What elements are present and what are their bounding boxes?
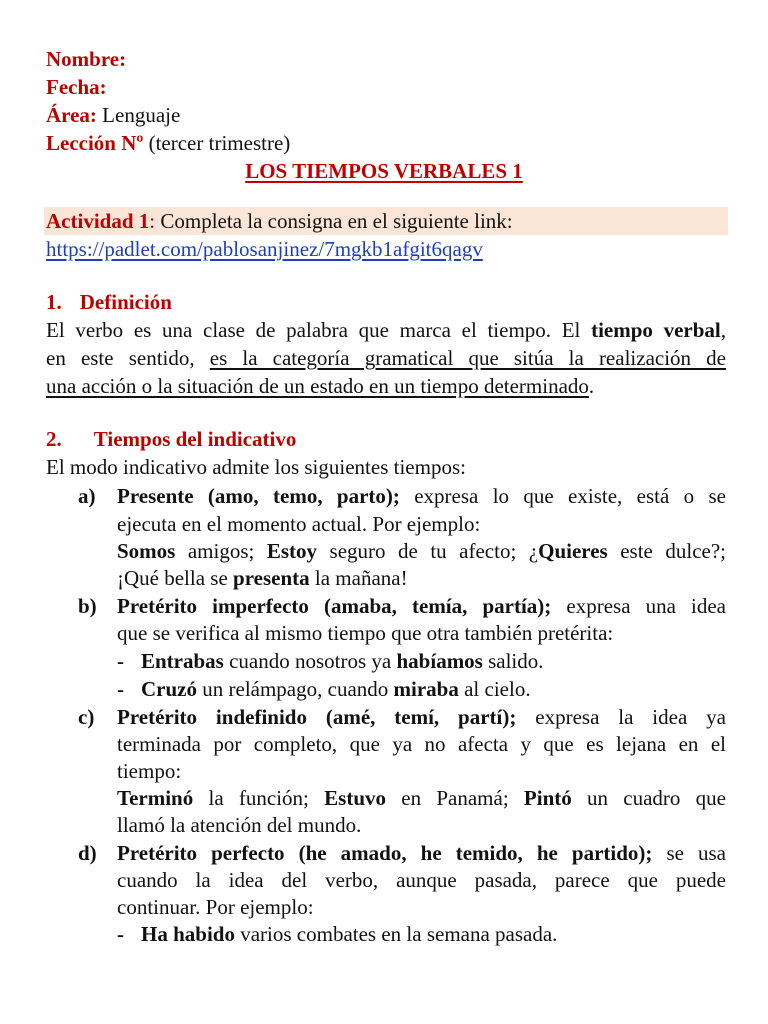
verb: Somos — [117, 539, 176, 563]
item-b-example-1 — [141, 647, 544, 675]
verb: Pintó — [523, 786, 572, 810]
text-span: la mañana! — [309, 566, 408, 590]
verb: miraba — [393, 677, 459, 701]
indicativo-title: Tiempos del indicativo — [93, 427, 297, 451]
text-span: este dulce?; — [607, 539, 727, 563]
text-span: en Panamá; — [386, 786, 524, 810]
verb: Cruzó — [141, 677, 197, 701]
underlined-definition: una acción o la situación de un estado en un tiempo determinado — [46, 374, 589, 398]
bullet-dash: - — [117, 922, 124, 946]
text-span: ¡Qué bella se — [117, 566, 234, 590]
area-label: Área: — [46, 103, 97, 127]
text-span: El verbo es una clase de palabra que marca el tiempo. El — [46, 318, 592, 342]
text-span: un relámpago, cuando — [197, 677, 394, 701]
text-span: se usa — [652, 841, 726, 865]
leccion-label: Lección Nº — [46, 131, 144, 155]
leccion-line — [46, 129, 290, 157]
verb: presenta — [233, 566, 310, 590]
text-span: . — [588, 374, 595, 398]
tense-name: Pretérito imperfecto (amaba, temía, partía); — [117, 594, 552, 618]
underlined-definition: es la categoría gramatical que sitúa la realización de — [209, 346, 726, 370]
item-d-line-1 — [117, 839, 726, 867]
item-c-line-1 — [117, 703, 726, 731]
area-value: Lenguaje — [102, 103, 181, 127]
page-title: LOS TIEMPOS VERBALES 1 — [245, 159, 523, 183]
item-b-example-2 — [141, 675, 531, 703]
verb: Terminó — [117, 786, 194, 810]
fecha-label: Fecha: — [46, 75, 107, 99]
actividad-line — [44, 207, 728, 235]
actividad-label: Actividad 1 — [46, 209, 150, 233]
nombre-label: Nombre: — [46, 47, 127, 71]
tiempo-verbal-term: tiempo verbal — [591, 318, 721, 342]
item-a-line-1 — [117, 482, 726, 510]
actividad-text: Completa la consigna en el siguiente link: — [160, 209, 513, 233]
bullet-dash: - — [117, 649, 124, 673]
tense-name: Pretérito indefinido (amé, temí, partí); — [117, 705, 517, 729]
verb: Entrabas — [141, 649, 224, 673]
item-b-line-2: que se verifica al mismo tiempo que otra también pretérita: — [117, 621, 614, 645]
definicion-heading — [46, 288, 172, 316]
item-c-line-4 — [117, 784, 726, 812]
item-b-line-1 — [117, 592, 726, 620]
tense-name: Pretérito perfecto (he amado, he temido, he partido); — [117, 841, 653, 865]
item-d-line-2: cuando la idea del verbo, aunque pasada, parece que puede — [117, 868, 726, 892]
leccion-value: (tercer trimestre) — [148, 131, 291, 155]
text-span: expresa lo que existe, está o se — [399, 484, 726, 508]
item-d-line-3: continuar. Por ejemplo: — [117, 895, 314, 919]
verb: Ha habido — [141, 922, 235, 946]
item-a-line-2: ejecuta en el momento actual. Por ejemplo: — [117, 512, 481, 536]
text-span: expresa una idea — [551, 594, 726, 618]
verb: Estoy — [266, 539, 318, 563]
text-span: en este sentido, — [46, 346, 210, 370]
indicativo-heading — [46, 425, 296, 453]
text-span: varios combates en la semana pasada. — [234, 922, 558, 946]
definicion-number: 1. — [46, 290, 62, 314]
text-span: expresa la idea ya — [516, 705, 726, 729]
bullet-dash: - — [117, 677, 124, 701]
item-b-marker: b) — [78, 594, 97, 618]
text-span: salido. — [482, 649, 544, 673]
item-d-marker: d) — [78, 841, 97, 865]
item-a-line-3 — [117, 537, 726, 565]
actividad-colon: : — [149, 209, 156, 233]
definicion-line-2 — [46, 344, 726, 372]
indicativo-intro: El modo indicativo admite los siguientes tiempos: — [46, 455, 466, 479]
area-line — [46, 101, 180, 129]
tense-name: Presente (amo, temo, parto); — [117, 484, 400, 508]
definicion-line-3 — [46, 372, 594, 400]
text-span: seguro de tu afecto; ¿ — [317, 539, 539, 563]
item-a-line-4 — [117, 564, 408, 592]
item-c-marker: c) — [78, 705, 95, 729]
item-c-line-2: terminada por completo, que ya no afecta y que es lejana en el — [117, 732, 726, 756]
text-span: , — [720, 318, 727, 342]
item-d-example-1 — [141, 920, 557, 948]
verb: Quieres — [538, 539, 608, 563]
definicion-title: Definición — [79, 290, 172, 314]
item-a-marker: a) — [78, 484, 96, 508]
text-span: amigos; — [175, 539, 267, 563]
text-span: cuando nosotros ya — [223, 649, 397, 673]
padlet-link[interactable]: https://padlet.com/pablosanjinez/7mgkb1afgit6qagv — [46, 237, 483, 261]
text-span: la función; — [193, 786, 325, 810]
verb: Estuvo — [324, 786, 387, 810]
text-span: al cielo. — [458, 677, 531, 701]
item-c-line-3: tiempo: — [117, 759, 182, 783]
text-span: un cuadro que — [571, 786, 726, 810]
item-c-line-5: llamó la atención del mundo. — [117, 813, 362, 837]
indicativo-number: 2. — [46, 427, 62, 451]
verb: habíamos — [396, 649, 483, 673]
definicion-line-1 — [46, 316, 726, 344]
